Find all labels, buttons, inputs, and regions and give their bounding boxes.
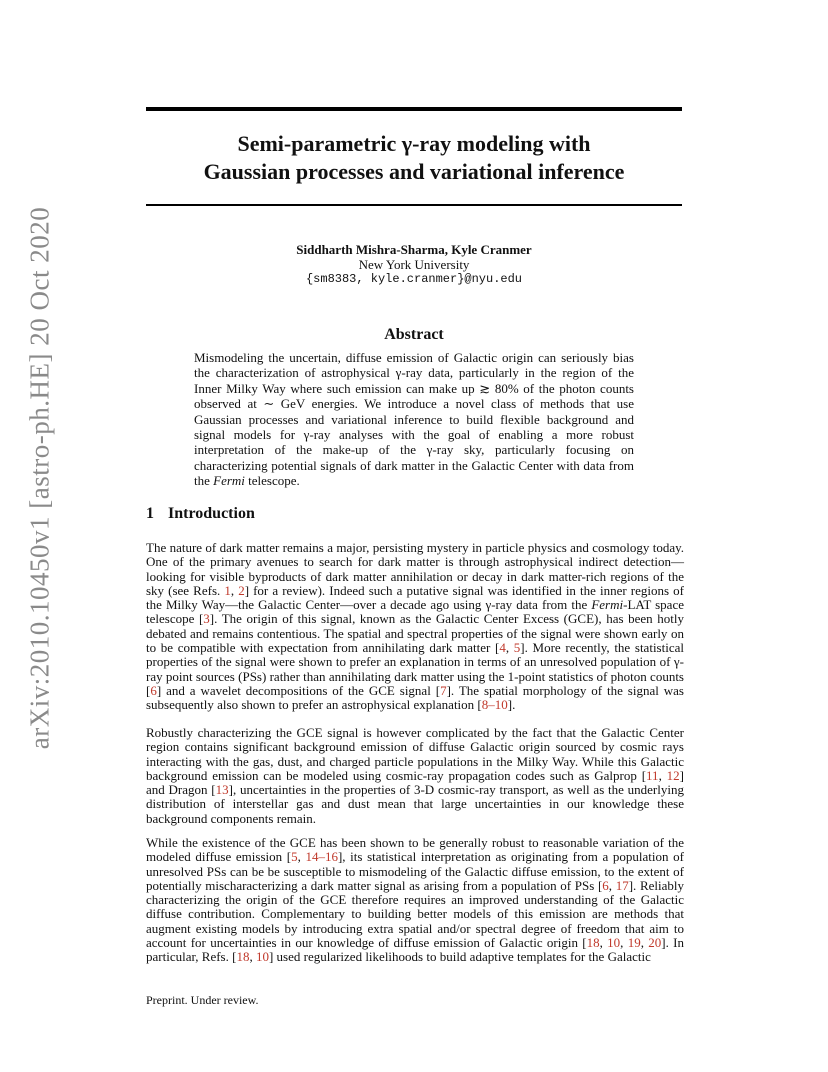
emphasis-text: Fermi (591, 597, 624, 613)
paragraph-text: ], uncertainties in the properties of 3-D cosmic-ray transport, as well as the underlying distribution of interstellar gas and dust mean that large uncertainties in our knowledge these background components remain. (146, 782, 684, 826)
section-number: 1 (146, 505, 154, 522)
citation-link[interactable]: 4 (499, 640, 506, 656)
paragraph-text: , (249, 949, 256, 965)
paragraph-text: , (658, 767, 667, 783)
author-names: Siddharth Mishra-Sharma, Kyle Cranmer (296, 242, 532, 257)
abstract-body (194, 350, 634, 489)
citation-link[interactable]: 7 (440, 682, 447, 698)
citation-link[interactable]: 18 (586, 935, 600, 951)
citation-link[interactable]: 6 (602, 877, 609, 893)
paragraph-text: ]. In particular, Refs. [ (146, 935, 684, 965)
citation-link[interactable]: 2 (238, 582, 245, 598)
section-heading (146, 505, 255, 523)
citation-link[interactable]: 18 (236, 949, 250, 965)
intro-paragraph-2 (146, 726, 684, 826)
paragraph-text: ]. The origin of this signal, known as the Galactic Center Excess (GCE), has been hotly debated and remains contentious. The spatial and spectral properties of the signal were shown early on to be compatible with expectation from annihilating dark matter [ (146, 611, 684, 656)
citation-link[interactable]: 13 (215, 782, 229, 798)
citation-link[interactable]: 11 (646, 767, 659, 783)
author-affiliation: New York University (358, 257, 470, 272)
citation-link[interactable]: 17 (615, 877, 629, 893)
paragraph-text: ] and a wavelet decompositions of the GCE signal [ (156, 682, 441, 698)
citation-link[interactable]: 5 (291, 849, 298, 865)
paragraph-text: The nature of dark matter remains a major, persisting mystery in particle physics and cosmology today. One of the primary avenues to search for dark matter is through astrophysical indirect detection—looking for visible byproducts of dark matter annihilation or decay in dark matter-rich regions of the sky (see Refs. (146, 540, 684, 598)
arxiv-identifier-sidebar: arXiv:2010.10450v1 [astro-ph.HE] 20 Oct 2020 (24, 206, 55, 750)
paragraph-text: ]. (507, 697, 516, 713)
title-line-1: Semi-parametric γ-ray modeling with (237, 131, 591, 156)
paragraph-text: ] used regularized likelihoods to build adaptive templates for the Galactic (268, 949, 651, 965)
title-top-rule (146, 107, 682, 111)
citation-link[interactable]: 3 (203, 611, 210, 627)
paragraph-text: , (230, 582, 239, 598)
citation-link[interactable]: 5 (513, 640, 521, 656)
paragraph-text: , (620, 935, 628, 951)
paragraph-text: ]. The spatial morphology of the signal was subsequently also shown to prefer an astrophysical explanation [ (146, 682, 684, 713)
paragraph-text: -LAT space telescope [ (146, 597, 684, 627)
paragraph-text: ]. Reliably characterizing the origin of the GCE therefore requires an improved understanding of the Galactic diffuse contribution. Complementary to building better models of this emission are methods that augment existing models by introducing extra spatial and/or spectral degree of freedom that aim to account for uncertainties in our knowledge of diffuse emission of Galactic origin [ (146, 877, 685, 951)
citation-link[interactable]: 10 (607, 935, 621, 951)
citation-link[interactable]: 12 (666, 767, 680, 783)
paragraph-text: , (297, 849, 306, 865)
paragraph-text: Robustly characterizing the GCE signal is however complicated by the fact that the Galactic Center region contains significant background emission of diffuse Galactic origin sourced by cosmic rays interacting with the gas, dust, and charged particle populations in the Milky Way. While this Galactic background emission can be modeled using cosmic-ray propagation codes such as Galprop [ (146, 725, 684, 783)
citation-link[interactable]: 8–10 (481, 697, 508, 713)
preprint-footer: Preprint. Under review. (146, 993, 259, 1007)
citation-link[interactable]: 20 (648, 935, 662, 951)
citation-link[interactable]: 1 (224, 582, 231, 598)
paragraph-text: , (505, 640, 514, 656)
paragraph-text: , (640, 935, 649, 951)
abstract-text-fermi: Fermi (213, 473, 245, 489)
paragraph-text: While the existence of the GCE has been shown to be generally robust to reasonable variation of the modeled diffuse emission [ (146, 835, 684, 865)
citation-link[interactable]: 6 (150, 682, 157, 698)
paragraph-text: , (599, 935, 608, 951)
paragraph-text: ] and Dragon [ (146, 767, 685, 798)
abstract-heading: Abstract (384, 326, 444, 343)
paragraph-text: ] for a review). Indeed such a putative signal was identified in the inner regions of the Milky Way—the Galactic Center—over a decade ago using γ-ray data from the (146, 582, 684, 613)
citation-link[interactable]: 10 (255, 949, 269, 965)
author-block (146, 242, 682, 287)
paper-title (146, 130, 682, 186)
abstract-text-a: Mismodeling the uncertain, diffuse emission of Galactic origin can seriously bias the characterization of astrophysical γ-ray data, particularly in the region of the Inner Milky Way where such emission can make up ≳ 80% of the photon counts observed at ∼ GeV energies. We introduce a novel class of methods that use Gaussian processes and variational inference to build flexible background and signal models for γ-ray analyses with the goal of enabling a more robust interpretation of the make-up of the γ-ray sky, particularly focusing on characterizing potential signals of dark matter in the Galactic Center with data from the (194, 350, 634, 489)
citation-link[interactable]: 14–16 (305, 849, 338, 865)
section-title: Introduction (168, 505, 255, 522)
author-email[interactable]: {sm8383, kyle.cranmer}@nyu.edu (305, 272, 523, 286)
title-bottom-rule (146, 204, 682, 206)
citation-link[interactable]: 19 (627, 935, 641, 951)
title-line-2: Gaussian processes and variational inference (203, 159, 625, 184)
abstract-text-b: telescope. (244, 473, 300, 489)
paragraph-text: ]. More recently, the statistical properties of the signal were shown to prefer an explanation in terms of an unresolved population of γ-ray point sources (PSs) rather than annihilating dark matter using the 1-point statistics of photon counts [ (146, 640, 684, 698)
intro-paragraph-3 (146, 836, 684, 965)
intro-paragraph-1 (146, 541, 684, 713)
paragraph-text: ], its statistical interpretation as originating from a population of unresolved PSs can be be susceptible to mismodeling of the Galactic diffuse emission, to the extent of potentially mischaracterizing a dark matter signal as arising from a population of PSs [ (146, 849, 684, 893)
paragraph-text: , (608, 877, 616, 893)
